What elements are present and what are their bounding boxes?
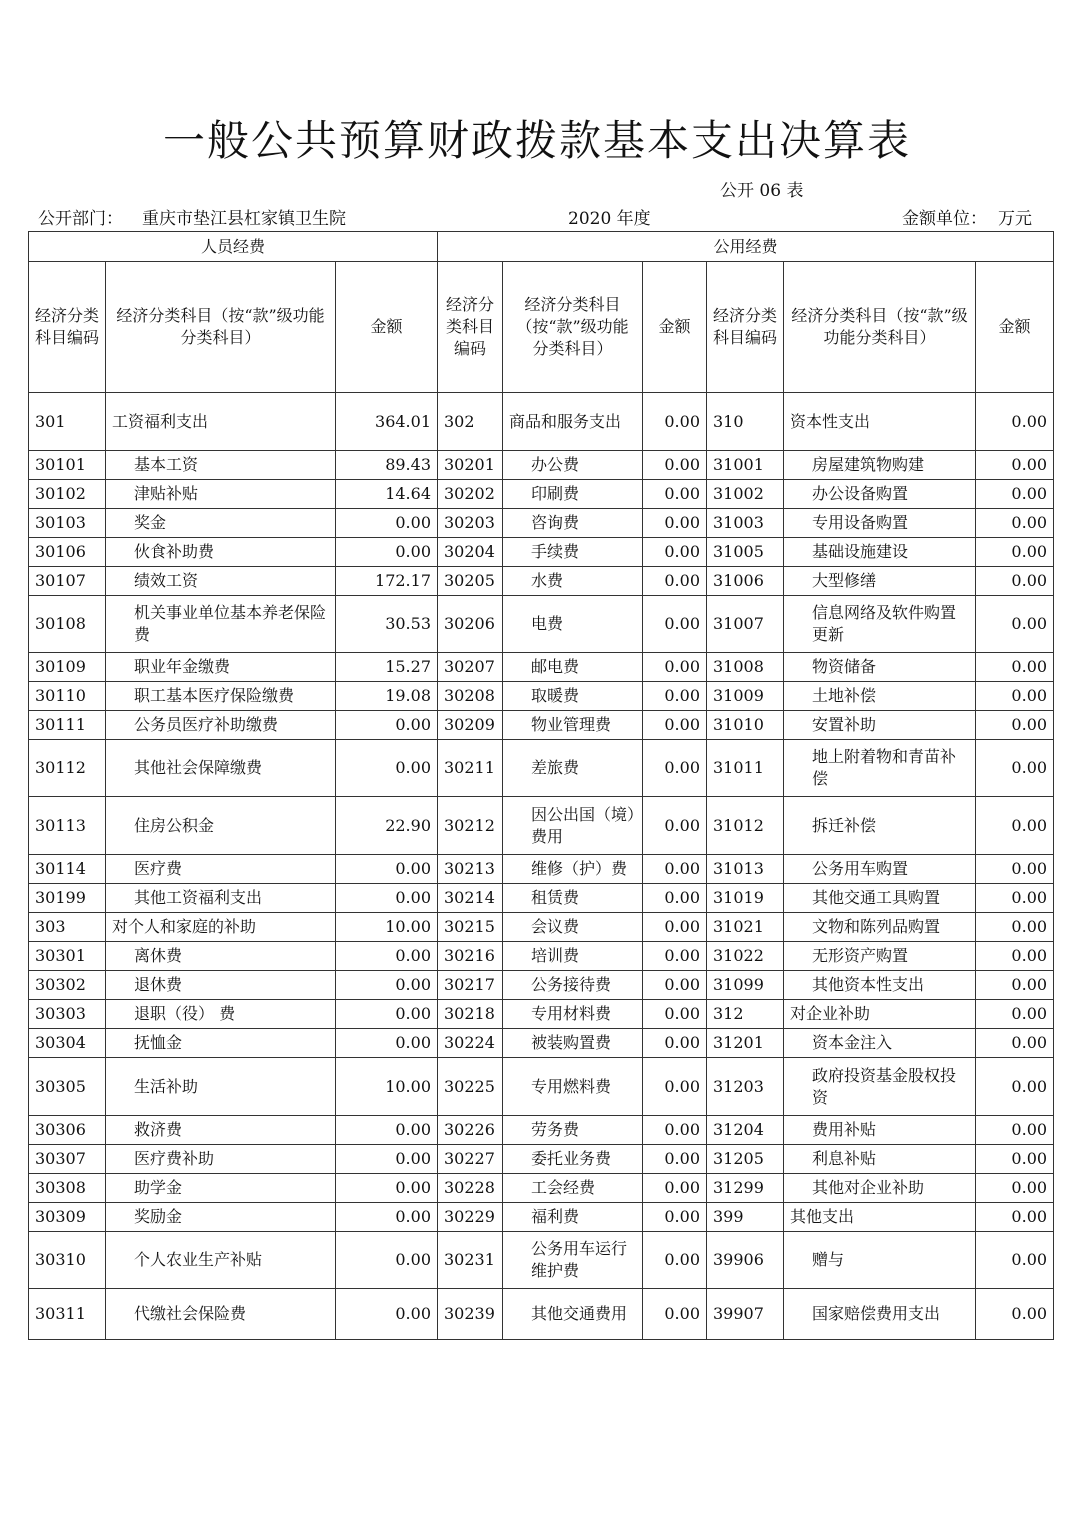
code-cell: 31010 <box>707 711 784 740</box>
table-row <box>29 480 1054 509</box>
name-cell: 住房公积金 <box>106 797 336 855</box>
header-name-3: 经济分类科目（按“款”级功能分类科目） <box>784 262 976 393</box>
amount-cell: 0.00 <box>336 971 438 1000</box>
code-cell: 30208 <box>438 682 503 711</box>
amount-cell: 0.00 <box>976 1116 1054 1145</box>
table-row <box>29 797 1054 855</box>
name-cell: 其他工资福利支出 <box>106 884 336 913</box>
code-cell: 312 <box>707 1000 784 1029</box>
name-cell: 抚恤金 <box>106 1029 336 1058</box>
code-cell: 31011 <box>707 740 784 797</box>
code-cell: 30308 <box>29 1174 106 1203</box>
table-row <box>29 1232 1054 1289</box>
name-cell: 被装购置费 <box>503 1029 643 1058</box>
amount-cell: 0.00 <box>643 942 707 971</box>
name-cell: 专用设备购置 <box>784 509 976 538</box>
expenditure-table <box>28 231 1054 1340</box>
name-cell: 取暖费 <box>503 682 643 711</box>
header-code-1: 经济分类科目编码 <box>29 262 106 393</box>
amount-cell: 0.00 <box>976 884 1054 913</box>
amount-cell: 0.00 <box>336 740 438 797</box>
code-cell: 31001 <box>707 451 784 480</box>
amount-cell: 0.00 <box>336 1203 438 1232</box>
column-header-row <box>29 262 1054 393</box>
code-cell: 31299 <box>707 1174 784 1203</box>
amount-cell: 0.00 <box>643 1058 707 1116</box>
code-cell: 31012 <box>707 797 784 855</box>
name-cell: 奖金 <box>106 509 336 538</box>
name-cell: 福利费 <box>503 1203 643 1232</box>
name-cell: 公务员医疗补助缴费 <box>106 711 336 740</box>
header-name-1: 经济分类科目（按“款”级功能分类科目） <box>106 262 336 393</box>
table-row <box>29 1174 1054 1203</box>
code-cell: 30202 <box>438 480 503 509</box>
code-cell: 30201 <box>438 451 503 480</box>
code-cell: 31203 <box>707 1058 784 1116</box>
amount-cell: 0.00 <box>976 1145 1054 1174</box>
code-cell: 310 <box>707 393 784 451</box>
code-cell: 30207 <box>438 653 503 682</box>
amount-cell: 22.90 <box>336 797 438 855</box>
name-cell: 手续费 <box>503 538 643 567</box>
code-cell: 30108 <box>29 596 106 653</box>
code-cell: 30199 <box>29 884 106 913</box>
code-cell: 30112 <box>29 740 106 797</box>
name-cell: 津贴补贴 <box>106 480 336 509</box>
code-cell: 30303 <box>29 1000 106 1029</box>
amount-cell: 19.08 <box>336 682 438 711</box>
code-cell: 30304 <box>29 1029 106 1058</box>
name-cell: 政府投资基金股权投资 <box>784 1058 976 1116</box>
name-cell: 其他对企业补助 <box>784 1174 976 1203</box>
name-cell: 物业管理费 <box>503 711 643 740</box>
code-cell: 31204 <box>707 1116 784 1145</box>
amount-cell: 0.00 <box>643 740 707 797</box>
name-cell: 退职（役） 费 <box>106 1000 336 1029</box>
code-cell: 31009 <box>707 682 784 711</box>
code-cell: 30114 <box>29 855 106 884</box>
header-amount-3: 金额 <box>976 262 1054 393</box>
code-cell: 31099 <box>707 971 784 1000</box>
meta-row <box>38 204 1034 228</box>
group-public: 公用经费 <box>438 232 1054 262</box>
code-cell: 31201 <box>707 1029 784 1058</box>
name-cell: 费用补贴 <box>784 1116 976 1145</box>
amount-cell: 0.00 <box>976 1289 1054 1340</box>
header-code-3: 经济分类科目编码 <box>707 262 784 393</box>
amount-cell: 0.00 <box>336 1116 438 1145</box>
code-cell: 30311 <box>29 1289 106 1340</box>
table-row <box>29 855 1054 884</box>
table-row <box>29 971 1054 1000</box>
name-cell: 其他支出 <box>784 1203 976 1232</box>
name-cell: 公务接待费 <box>503 971 643 1000</box>
code-cell: 31003 <box>707 509 784 538</box>
code-cell: 30309 <box>29 1203 106 1232</box>
name-cell: 土地补偿 <box>784 682 976 711</box>
code-cell: 31019 <box>707 884 784 913</box>
table-row <box>29 509 1054 538</box>
code-cell: 30224 <box>438 1029 503 1058</box>
amount-cell: 89.43 <box>336 451 438 480</box>
name-cell: 培训费 <box>503 942 643 971</box>
name-cell: 水费 <box>503 567 643 596</box>
code-cell: 30228 <box>438 1174 503 1203</box>
amount-cell: 364.01 <box>336 393 438 451</box>
code-cell: 30214 <box>438 884 503 913</box>
code-cell: 31005 <box>707 538 784 567</box>
amount-cell: 0.00 <box>336 1232 438 1289</box>
name-cell: 因公出国（境）费用 <box>503 797 643 855</box>
name-cell: 对个人和家庭的补助 <box>106 913 336 942</box>
name-cell: 个人农业生产补贴 <box>106 1232 336 1289</box>
amount-cell: 0.00 <box>643 971 707 1000</box>
name-cell: 对企业补助 <box>784 1000 976 1029</box>
table-row <box>29 942 1054 971</box>
code-cell: 30101 <box>29 451 106 480</box>
amount-cell: 0.00 <box>336 509 438 538</box>
code-cell: 30205 <box>438 567 503 596</box>
amount-cell: 0.00 <box>643 1029 707 1058</box>
name-cell: 劳务费 <box>503 1116 643 1145</box>
amount-cell: 0.00 <box>336 1029 438 1058</box>
name-cell: 房屋建筑物购建 <box>784 451 976 480</box>
amount-cell: 0.00 <box>643 393 707 451</box>
name-cell: 专用材料费 <box>503 1000 643 1029</box>
amount-cell: 0.00 <box>976 1203 1054 1232</box>
amount-cell: 0.00 <box>643 1116 707 1145</box>
amount-cell: 0.00 <box>976 942 1054 971</box>
code-cell: 31022 <box>707 942 784 971</box>
code-cell: 30226 <box>438 1116 503 1145</box>
name-cell: 离休费 <box>106 942 336 971</box>
amount-cell: 0.00 <box>976 480 1054 509</box>
amount-cell: 0.00 <box>976 1232 1054 1289</box>
code-cell: 30212 <box>438 797 503 855</box>
code-cell: 39907 <box>707 1289 784 1340</box>
header-amount-2: 金额 <box>643 262 707 393</box>
name-cell: 奖励金 <box>106 1203 336 1232</box>
name-cell: 公务用车运行维护费 <box>503 1232 643 1289</box>
code-cell: 30216 <box>438 942 503 971</box>
name-cell: 电费 <box>503 596 643 653</box>
amount-cell: 0.00 <box>976 1058 1054 1116</box>
table-row <box>29 1058 1054 1116</box>
name-cell: 基本工资 <box>106 451 336 480</box>
name-cell: 委托业务费 <box>503 1145 643 1174</box>
code-cell: 31205 <box>707 1145 784 1174</box>
table-row <box>29 884 1054 913</box>
name-cell: 绩效工资 <box>106 567 336 596</box>
department-label: 公开部门： <box>38 209 123 229</box>
header-name-2: 经济分类科目（按“款”级功能分类科目） <box>503 262 643 393</box>
amount-cell: 0.00 <box>643 1145 707 1174</box>
code-cell: 30302 <box>29 971 106 1000</box>
amount-cell: 0.00 <box>643 913 707 942</box>
code-cell: 30203 <box>438 509 503 538</box>
code-cell: 39906 <box>707 1232 784 1289</box>
name-cell: 国家赔偿费用支出 <box>784 1289 976 1340</box>
amount-cell: 0.00 <box>976 393 1054 451</box>
name-cell: 工资福利支出 <box>106 393 336 451</box>
amount-cell: 0.00 <box>643 653 707 682</box>
amount-cell: 0.00 <box>976 653 1054 682</box>
amount-cell: 0.00 <box>643 596 707 653</box>
form-number: 公开 06 表 <box>720 181 804 201</box>
name-cell: 退休费 <box>106 971 336 1000</box>
amount-cell: 0.00 <box>643 480 707 509</box>
code-cell: 30110 <box>29 682 106 711</box>
amount-cell: 10.00 <box>336 913 438 942</box>
name-cell: 物资储备 <box>784 653 976 682</box>
amount-cell: 0.00 <box>336 1145 438 1174</box>
amount-cell: 0.00 <box>976 682 1054 711</box>
code-cell: 30213 <box>438 855 503 884</box>
table-row <box>29 653 1054 682</box>
code-cell: 30107 <box>29 567 106 596</box>
name-cell: 机关事业单位基本养老保险费 <box>106 596 336 653</box>
amount-cell: 0.00 <box>643 855 707 884</box>
amount-cell: 0.00 <box>643 1174 707 1203</box>
amount-cell: 0.00 <box>976 451 1054 480</box>
code-cell: 30217 <box>438 971 503 1000</box>
table-row <box>29 711 1054 740</box>
name-cell: 拆迁补偿 <box>784 797 976 855</box>
name-cell: 维修（护）费 <box>503 855 643 884</box>
table-row <box>29 1289 1054 1340</box>
fiscal-year: 2020 年度 <box>568 209 651 229</box>
code-cell: 30215 <box>438 913 503 942</box>
amount-cell: 0.00 <box>976 596 1054 653</box>
code-cell: 30109 <box>29 653 106 682</box>
amount-cell: 30.53 <box>336 596 438 653</box>
table-row <box>29 538 1054 567</box>
table-row <box>29 740 1054 797</box>
amount-cell: 0.00 <box>976 1000 1054 1029</box>
amount-cell: 0.00 <box>336 942 438 971</box>
name-cell: 工会经费 <box>503 1174 643 1203</box>
code-cell: 303 <box>29 913 106 942</box>
amount-cell: 0.00 <box>643 509 707 538</box>
name-cell: 其他交通费用 <box>503 1289 643 1340</box>
table-row <box>29 596 1054 653</box>
name-cell: 文物和陈列品购置 <box>784 913 976 942</box>
code-cell: 31002 <box>707 480 784 509</box>
name-cell: 生活补助 <box>106 1058 336 1116</box>
amount-cell: 0.00 <box>976 913 1054 942</box>
table-row <box>29 1000 1054 1029</box>
code-cell: 31006 <box>707 567 784 596</box>
name-cell: 公务用车购置 <box>784 855 976 884</box>
amount-cell: 0.00 <box>976 971 1054 1000</box>
code-cell: 31007 <box>707 596 784 653</box>
name-cell: 无形资产购置 <box>784 942 976 971</box>
amount-cell: 0.00 <box>336 711 438 740</box>
name-cell: 资本金注入 <box>784 1029 976 1058</box>
code-cell: 30305 <box>29 1058 106 1116</box>
group-header-row <box>29 232 1054 262</box>
amount-cell: 0.00 <box>336 855 438 884</box>
amount-cell: 0.00 <box>643 711 707 740</box>
amount-cell: 0.00 <box>643 1203 707 1232</box>
table-row <box>29 1203 1054 1232</box>
amount-cell: 0.00 <box>976 538 1054 567</box>
code-cell: 30206 <box>438 596 503 653</box>
unit-label: 金额单位： <box>902 209 987 229</box>
amount-cell: 0.00 <box>643 451 707 480</box>
table-row <box>29 567 1054 596</box>
amount-cell: 0.00 <box>976 740 1054 797</box>
code-cell: 302 <box>438 393 503 451</box>
code-cell: 30218 <box>438 1000 503 1029</box>
table-row <box>29 682 1054 711</box>
name-cell: 代缴社会保险费 <box>106 1289 336 1340</box>
amount-cell: 0.00 <box>643 797 707 855</box>
name-cell: 邮电费 <box>503 653 643 682</box>
name-cell: 职业年金缴费 <box>106 653 336 682</box>
code-cell: 30225 <box>438 1058 503 1116</box>
amount-cell: 0.00 <box>643 682 707 711</box>
name-cell: 租赁费 <box>503 884 643 913</box>
amount-cell: 0.00 <box>976 1174 1054 1203</box>
code-cell: 30227 <box>438 1145 503 1174</box>
name-cell: 伙食补助费 <box>106 538 336 567</box>
name-cell: 医疗费补助 <box>106 1145 336 1174</box>
code-cell: 30102 <box>29 480 106 509</box>
code-cell: 30209 <box>438 711 503 740</box>
name-cell: 其他资本性支出 <box>784 971 976 1000</box>
amount-cell: 0.00 <box>976 855 1054 884</box>
amount-cell: 0.00 <box>643 567 707 596</box>
header-amount-1: 金额 <box>336 262 438 393</box>
code-cell: 30307 <box>29 1145 106 1174</box>
code-cell: 30103 <box>29 509 106 538</box>
name-cell: 利息补贴 <box>784 1145 976 1174</box>
table-row <box>29 451 1054 480</box>
code-cell: 301 <box>29 393 106 451</box>
amount-cell: 0.00 <box>336 1174 438 1203</box>
amount-cell: 0.00 <box>976 1029 1054 1058</box>
amount-cell: 0.00 <box>336 884 438 913</box>
name-cell: 印刷费 <box>503 480 643 509</box>
name-cell: 地上附着物和青苗补偿 <box>784 740 976 797</box>
table-row <box>29 1116 1054 1145</box>
group-personnel: 人员经费 <box>29 232 438 262</box>
table-row <box>29 1029 1054 1058</box>
name-cell: 救济费 <box>106 1116 336 1145</box>
name-cell: 咨询费 <box>503 509 643 538</box>
table-row <box>29 393 1054 451</box>
code-cell: 30310 <box>29 1232 106 1289</box>
amount-cell: 0.00 <box>336 1000 438 1029</box>
name-cell: 办公费 <box>503 451 643 480</box>
amount-cell: 0.00 <box>976 711 1054 740</box>
name-cell: 大型修缮 <box>784 567 976 596</box>
code-cell: 30106 <box>29 538 106 567</box>
name-cell: 资本性支出 <box>784 393 976 451</box>
amount-cell: 0.00 <box>336 1289 438 1340</box>
department-value: 重庆市垫江县杠家镇卫生院 <box>142 209 346 229</box>
name-cell: 信息网络及软件购置更新 <box>784 596 976 653</box>
code-cell: 30113 <box>29 797 106 855</box>
code-cell: 30231 <box>438 1232 503 1289</box>
code-cell: 30306 <box>29 1116 106 1145</box>
amount-cell: 0.00 <box>976 509 1054 538</box>
code-cell: 30211 <box>438 740 503 797</box>
header-code-2: 经济分类科目编码 <box>438 262 503 393</box>
name-cell: 商品和服务支出 <box>503 393 643 451</box>
amount-cell: 0.00 <box>643 1232 707 1289</box>
code-cell: 30204 <box>438 538 503 567</box>
name-cell: 其他交通工具购置 <box>784 884 976 913</box>
name-cell: 赠与 <box>784 1232 976 1289</box>
name-cell: 专用燃料费 <box>503 1058 643 1116</box>
table-row <box>29 913 1054 942</box>
code-cell: 30239 <box>438 1289 503 1340</box>
amount-cell: 172.17 <box>336 567 438 596</box>
name-cell: 其他社会保障缴费 <box>106 740 336 797</box>
name-cell: 基础设施建设 <box>784 538 976 567</box>
table-row <box>29 1145 1054 1174</box>
page-title: 一般公共预算财政拨款基本支出决算表 <box>162 116 911 165</box>
name-cell: 助学金 <box>106 1174 336 1203</box>
code-cell: 30229 <box>438 1203 503 1232</box>
name-cell: 安置补助 <box>784 711 976 740</box>
amount-cell: 0.00 <box>643 1289 707 1340</box>
code-cell: 30301 <box>29 942 106 971</box>
amount-cell: 14.64 <box>336 480 438 509</box>
amount-cell: 0.00 <box>643 538 707 567</box>
amount-cell: 0.00 <box>643 884 707 913</box>
name-cell: 会议费 <box>503 913 643 942</box>
code-cell: 31008 <box>707 653 784 682</box>
amount-cell: 0.00 <box>643 1000 707 1029</box>
amount-cell: 15.27 <box>336 653 438 682</box>
amount-cell: 10.00 <box>336 1058 438 1116</box>
name-cell: 办公设备购置 <box>784 480 976 509</box>
amount-cell: 0.00 <box>976 567 1054 596</box>
code-cell: 30111 <box>29 711 106 740</box>
code-cell: 31013 <box>707 855 784 884</box>
amount-cell: 0.00 <box>976 797 1054 855</box>
name-cell: 差旅费 <box>503 740 643 797</box>
name-cell: 职工基本医疗保险缴费 <box>106 682 336 711</box>
amount-cell: 0.00 <box>336 538 438 567</box>
code-cell: 31021 <box>707 913 784 942</box>
code-cell: 399 <box>707 1203 784 1232</box>
unit-value: 万元 <box>998 209 1032 229</box>
name-cell: 医疗费 <box>106 855 336 884</box>
